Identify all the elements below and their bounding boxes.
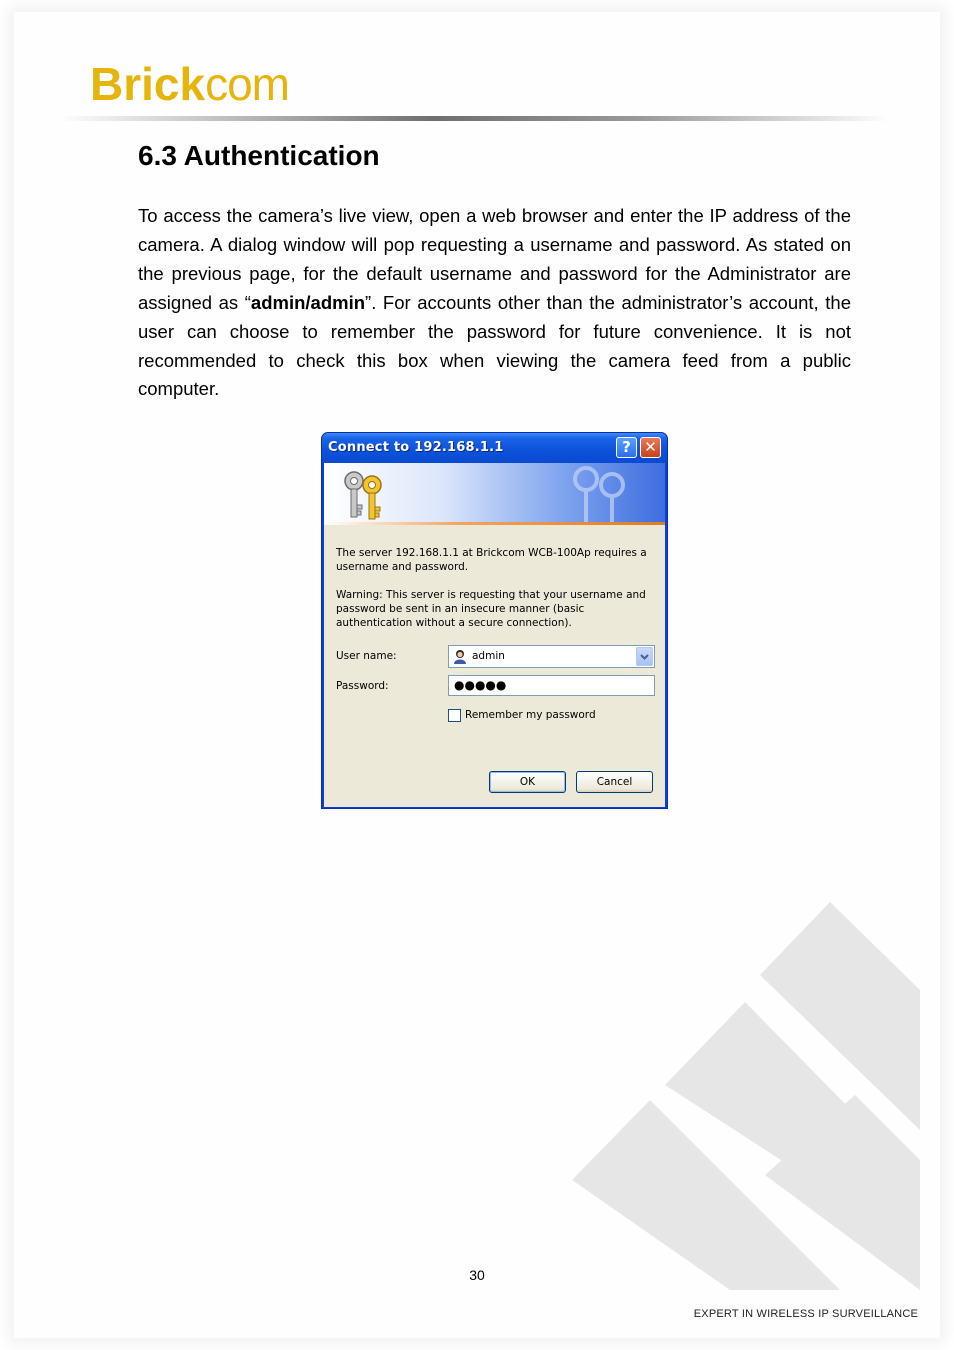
username-dropdown-button[interactable] bbox=[636, 647, 653, 666]
section-title: 6.3 Authentication bbox=[138, 140, 380, 171]
page-number: 30 bbox=[469, 1267, 485, 1283]
password-label: Password: bbox=[336, 680, 389, 692]
body-paragraph bbox=[138, 202, 851, 404]
server-message: The server 192.168.1.1 at Brickcom WCB-100Ap requires a username and password. bbox=[336, 547, 647, 573]
dialog-title: Connect to 192.168.1.1 bbox=[328, 440, 504, 455]
footer-tagline: EXPERT IN WIRELESS IP SURVEILLANCE bbox=[693, 1308, 918, 1320]
username-value: admin bbox=[472, 650, 505, 662]
paragraph-text-after: ”. For accounts other than the administrator’s account, the user can choose to remember the password for future convenience. It is not recommended to check this box when viewing the camera feed from a public computer. bbox=[138, 291, 851, 400]
dialog-body bbox=[324, 525, 665, 807]
header-divider bbox=[60, 116, 890, 121]
keys-watermark-icon bbox=[556, 463, 636, 525]
security-warning: Warning: This server is requesting that your username and password be sent in an insecure manner (basic authentication without a secure connection). bbox=[336, 589, 646, 629]
dialog-banner bbox=[324, 463, 665, 525]
username-label: User name: bbox=[336, 650, 397, 662]
cancel-button[interactable]: Cancel bbox=[576, 771, 653, 793]
dialog-titlebar bbox=[322, 433, 667, 463]
keys-icon bbox=[338, 467, 408, 525]
login-dialog bbox=[321, 432, 668, 809]
password-field[interactable] bbox=[448, 675, 655, 696]
remember-password-label[interactable]: Remember my password bbox=[465, 709, 596, 721]
logo-brand-light: com bbox=[205, 58, 289, 110]
close-icon[interactable]: ✕ bbox=[640, 437, 661, 458]
password-value: ●●●●● bbox=[454, 678, 507, 692]
remember-password-checkbox[interactable] bbox=[448, 709, 461, 722]
paragraph-bold-credentials: admin/admin bbox=[250, 291, 366, 313]
username-combobox[interactable] bbox=[448, 645, 655, 668]
user-icon bbox=[453, 649, 467, 664]
logo-brand-bold: Brick bbox=[90, 58, 206, 110]
brickcom-logo bbox=[90, 58, 289, 110]
ok-button[interactable]: OK bbox=[489, 771, 566, 793]
chevron-down-icon bbox=[637, 648, 652, 665]
help-icon[interactable]: ? bbox=[616, 437, 637, 458]
paragraph-text-before: To access the camera’s live view, open a web browser and enter the IP address of the camera. A dialog window will pop requesting a username and password. As stated on the previous page, for the default username and password for the Administrator are assigned as “ bbox=[138, 205, 851, 313]
